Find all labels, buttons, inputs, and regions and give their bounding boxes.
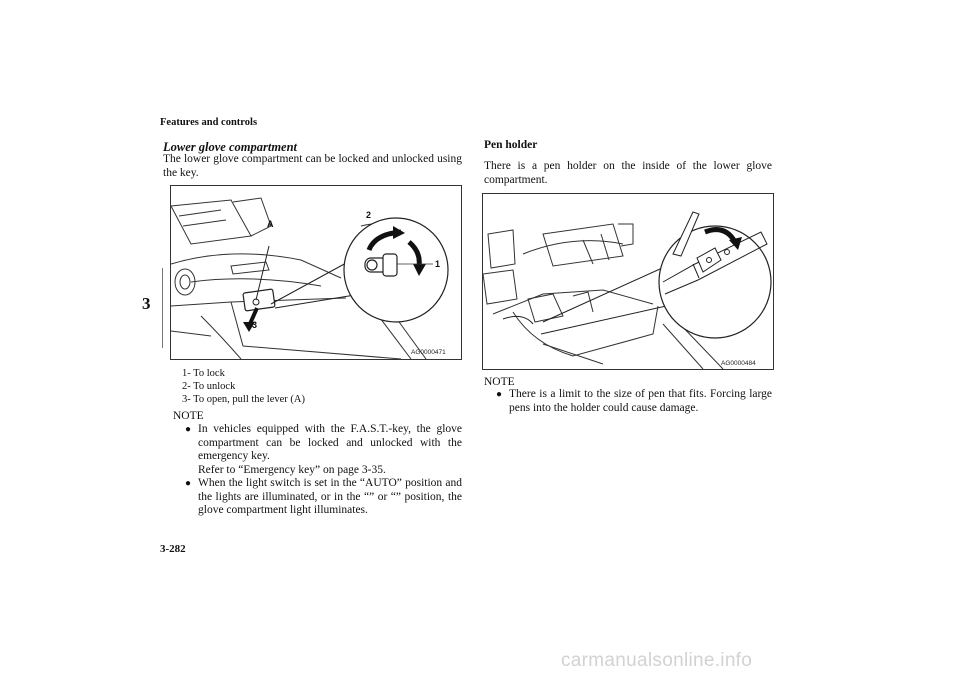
bullet-icon: ● [185, 424, 192, 435]
note-reference: Refer to “Emergency key” on page 3-35. [198, 463, 386, 476]
figure-code: AG0000484 [721, 360, 756, 367]
pen-notes [496, 388, 772, 415]
bullet-icon: ● [496, 389, 503, 400]
note-text: When the light switch is set in the “AUTO” position and the lights are illuminated, or in the “” or “” position, the glove compartment light illuminates. [198, 477, 462, 516]
glove-section-title: Lower glove compartment [163, 140, 298, 154]
callout-3: 3 [252, 320, 258, 330]
pen-holder-illustration [483, 194, 773, 369]
running-header: Features and controls [160, 117, 258, 128]
note-label: NOTE [173, 410, 204, 422]
callout-a: A [267, 219, 274, 229]
callout-2: 2 [366, 210, 372, 220]
note-text: In vehicles equipped with the F.A.S.T.-key, the glove compartment can be locked and unlocked with the emergency key. [198, 423, 462, 462]
pen-section-title: Pen holder [484, 139, 538, 151]
note-item [185, 423, 462, 477]
glove-compartment-illustration [171, 186, 461, 359]
callout-1: 1 [435, 259, 441, 269]
page-number: 3-282 [160, 543, 186, 555]
note-item [496, 388, 772, 415]
note-text: There is a limit to the size of pen that fits. Forcing large pens into the holder could cause damage. [509, 388, 772, 414]
note-label: NOTE [484, 376, 515, 388]
chapter-tab-rule [162, 268, 163, 348]
watermark: carmanualsonline.info [561, 650, 753, 671]
legend-item: 1- To lock [182, 368, 225, 379]
pen-holder-figure [482, 193, 774, 370]
legend-item: 2- To unlock [182, 381, 236, 392]
glove-compartment-figure [170, 185, 462, 360]
note-item [185, 477, 462, 518]
figure-legend [182, 367, 305, 406]
legend-item: 3- To open, pull the lever (A) [182, 394, 305, 405]
figure-code: AG0000471 [411, 349, 446, 356]
bullet-icon: ● [185, 478, 192, 489]
chapter-number: 3 [142, 294, 151, 313]
glove-notes [185, 423, 462, 518]
glove-intro: The lower glove compartment can be locked and unlocked using the key. [163, 153, 462, 179]
pen-intro: There is a pen holder on the inside of the lower glove compartment. [484, 160, 772, 186]
